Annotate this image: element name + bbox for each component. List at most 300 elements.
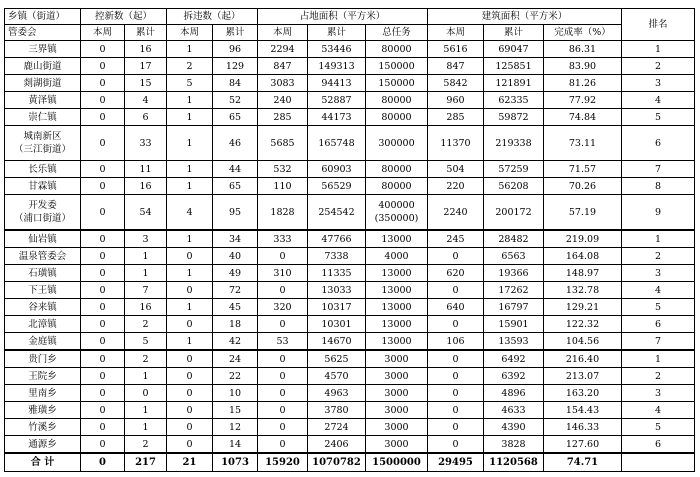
rank-cell: 9 xyxy=(622,195,695,231)
completion-rate-cell: 154.43 xyxy=(544,402,622,419)
zhandi-week-cell: 310 xyxy=(258,265,308,282)
table-row xyxy=(5,350,695,368)
town-name-sub: （三江街道） xyxy=(13,144,71,155)
zhandi-week-header: 本周 xyxy=(258,25,308,41)
chaiwei-cumulative-cell: 22 xyxy=(213,368,258,385)
rank-cell: 6 xyxy=(622,316,695,333)
table-row xyxy=(5,282,695,299)
total-task-cell: 150000 xyxy=(366,75,428,92)
total-rank xyxy=(622,453,695,472)
town-name-sub: （浦口街道） xyxy=(13,213,71,224)
jianzhu-week-cell: 245 xyxy=(428,230,484,248)
zhandi-week-cell: 5685 xyxy=(258,126,308,161)
chaiwei-week-cell: 2 xyxy=(167,58,213,75)
kongxin-cumulative-cell: 1 xyxy=(125,419,167,436)
chaiwei-header: 拆违数（起） xyxy=(167,9,258,25)
total-task-cell: 3000 xyxy=(366,436,428,454)
table-row xyxy=(5,333,695,351)
zhandi-header: 占地面积（平方米） xyxy=(258,9,428,25)
jianzhu-cumulative-cell: 15901 xyxy=(484,316,544,333)
chaiwei-week-cell: 0 xyxy=(167,402,213,419)
zhandi-cumulative-cell: 149313 xyxy=(308,58,366,75)
jianzhu-week-cell: 620 xyxy=(428,265,484,282)
rank-cell: 8 xyxy=(622,178,695,195)
header-row-1 xyxy=(5,9,695,25)
rank-cell: 4 xyxy=(622,402,695,419)
total-chaiwei-cumulative: 1073 xyxy=(213,453,258,472)
header-row-2 xyxy=(5,25,695,41)
zhandi-cumulative-cell: 3780 xyxy=(308,402,366,419)
total-task-value: 400000 xyxy=(378,200,415,211)
zhandi-cumulative-cell: 10301 xyxy=(308,316,366,333)
table-row xyxy=(5,368,695,385)
town-name-cell: 温泉管委会 xyxy=(5,248,81,265)
kongxin-week-cell: 0 xyxy=(81,436,125,454)
town-name-cell: 崇仁镇 xyxy=(5,109,81,126)
total-task: 1500000 xyxy=(366,453,428,472)
zhandi-cumulative-cell: 254542 xyxy=(308,195,366,231)
town-name-cell: 鹿山街道 xyxy=(5,58,81,75)
chaiwei-cumulative-cell: 14 xyxy=(213,436,258,454)
table-row xyxy=(5,230,695,248)
total-label: 合 计 xyxy=(5,453,81,472)
zhandi-cumulative-cell: 4963 xyxy=(308,385,366,402)
kongxin-cumulative-cell: 1 xyxy=(125,248,167,265)
chaiwei-cumulative-cell: 129 xyxy=(213,58,258,75)
town-name-cell: 通源乡 xyxy=(5,436,81,454)
chaiwei-cumulative-cell: 24 xyxy=(213,350,258,368)
table-row xyxy=(5,178,695,195)
town-name-cell: 石璜镇 xyxy=(5,265,81,282)
jianzhu-cumulative-cell: 17262 xyxy=(484,282,544,299)
kongxin-cumulative-cell: 6 xyxy=(125,109,167,126)
total-task-cell: 3000 xyxy=(366,350,428,368)
kongxin-week-cell: 0 xyxy=(81,178,125,195)
jianzhu-cumulative-cell: 4390 xyxy=(484,419,544,436)
total-jianzhu-week: 29495 xyxy=(428,453,484,472)
completion-rate-cell: 70.26 xyxy=(544,178,622,195)
kongxin-cumulative-cell: 15 xyxy=(125,75,167,92)
kongxin-week-cell: 0 xyxy=(81,265,125,282)
total-kongxin-week: 0 xyxy=(81,453,125,472)
jianzhu-cumulative-cell: 3828 xyxy=(484,436,544,454)
jianzhu-week-cell: 640 xyxy=(428,299,484,316)
zhandi-week-cell: 320 xyxy=(258,299,308,316)
total-task-cell: 13000 xyxy=(366,333,428,351)
total-task-cell: 80000 xyxy=(366,109,428,126)
zhandi-cumulative-cell: 47766 xyxy=(308,230,366,248)
chaiwei-cumulative-cell: 45 xyxy=(213,299,258,316)
kongxin-cumulative-cell: 3 xyxy=(125,230,167,248)
kongxin-week-cell: 0 xyxy=(81,282,125,299)
zhandi-cumulative-cell: 5625 xyxy=(308,350,366,368)
zhandi-week-cell: 0 xyxy=(258,350,308,368)
chaiwei-week-cell: 4 xyxy=(167,195,213,231)
zhandi-week-cell: 285 xyxy=(258,109,308,126)
rank-cell: 5 xyxy=(622,419,695,436)
rank-cell: 7 xyxy=(622,161,695,178)
chaiwei-cumulative-cell: 52 xyxy=(213,92,258,109)
town-name-cell: 王院乡 xyxy=(5,368,81,385)
jianzhu-cumulative-cell: 28482 xyxy=(484,230,544,248)
completion-rate-cell: 127.60 xyxy=(544,436,622,454)
kongxin-cumulative-cell: 2 xyxy=(125,316,167,333)
total-zhandi-week: 15920 xyxy=(258,453,308,472)
rank-cell: 4 xyxy=(622,92,695,109)
rank-cell: 3 xyxy=(622,75,695,92)
chaiwei-week-header: 本周 xyxy=(167,25,213,41)
kongxin-week-cell: 0 xyxy=(81,75,125,92)
jianzhu-week-cell: 5616 xyxy=(428,41,484,58)
jianzhu-cumulative-cell: 4633 xyxy=(484,402,544,419)
zhandi-week-cell: 0 xyxy=(258,282,308,299)
chaiwei-week-cell: 0 xyxy=(167,282,213,299)
jianzhu-week-cell: 0 xyxy=(428,248,484,265)
jianzhu-cumulative-cell: 57259 xyxy=(484,161,544,178)
chaiwei-week-cell: 5 xyxy=(167,75,213,92)
rank-cell: 6 xyxy=(622,126,695,161)
jianzhu-week-cell: 0 xyxy=(428,419,484,436)
zhandi-cumulative-cell: 14670 xyxy=(308,333,366,351)
table-row xyxy=(5,419,695,436)
town-name-cell: 雅璜乡 xyxy=(5,402,81,419)
kongxin-cumulative-cell: 11 xyxy=(125,161,167,178)
table-row xyxy=(5,126,695,161)
kongxin-cumulative-cell: 1 xyxy=(125,265,167,282)
total-task-cell: 3000 xyxy=(366,385,428,402)
chaiwei-cumulative-cell: 65 xyxy=(213,178,258,195)
completion-rate-cell: 148.97 xyxy=(544,265,622,282)
zhandi-cumulative-cell: 56529 xyxy=(308,178,366,195)
jianzhu-week-cell: 220 xyxy=(428,178,484,195)
jianzhu-week-cell: 0 xyxy=(428,350,484,368)
rank-cell: 4 xyxy=(622,282,695,299)
jianzhu-week-cell: 0 xyxy=(428,368,484,385)
total-task-cell: 80000 xyxy=(366,178,428,195)
table-row xyxy=(5,92,695,109)
total-task-cell: 80000 xyxy=(366,41,428,58)
chaiwei-cumulative-cell: 18 xyxy=(213,316,258,333)
kongxin-week-cell: 0 xyxy=(81,402,125,419)
kongxin-week-cell: 0 xyxy=(81,41,125,58)
report-wrapper xyxy=(4,8,695,472)
town-name-cell: 甘霖镇 xyxy=(5,178,81,195)
chaiwei-cumulative-cell: 84 xyxy=(213,75,258,92)
zhandi-cumulative-cell: 7338 xyxy=(308,248,366,265)
jianzhu-cumulative-cell: 6392 xyxy=(484,368,544,385)
zhandi-week-cell: 0 xyxy=(258,248,308,265)
chaiwei-week-cell: 1 xyxy=(167,126,213,161)
town-name-cell: 金庭镇 xyxy=(5,333,81,351)
zhandi-week-cell: 2294 xyxy=(258,41,308,58)
rank-cell: 2 xyxy=(622,248,695,265)
total-completion: 74.71 xyxy=(544,453,622,472)
kongxin-week-cell: 0 xyxy=(81,299,125,316)
total-task-cell: 80000 xyxy=(366,161,428,178)
completion-rate-cell: 216.40 xyxy=(544,350,622,368)
table-row xyxy=(5,195,695,231)
kongxin-cumulative-cell: 16 xyxy=(125,41,167,58)
zhandi-week-cell: 53 xyxy=(258,333,308,351)
chaiwei-week-cell: 1 xyxy=(167,41,213,58)
kongxin-cumulative-cell: 7 xyxy=(125,282,167,299)
kongxin-cumulative-header: 累计 xyxy=(125,25,167,41)
zhandi-cumulative-cell: 44173 xyxy=(308,109,366,126)
chaiwei-week-cell: 0 xyxy=(167,436,213,454)
jianzhu-cumulative-cell: 125851 xyxy=(484,58,544,75)
demolition-stats-table xyxy=(4,8,695,472)
chaiwei-cumulative-cell: 40 xyxy=(213,248,258,265)
total-task-header: 总任务 xyxy=(366,25,428,41)
kongxin-week-cell: 0 xyxy=(81,248,125,265)
completion-rate-cell: 77.92 xyxy=(544,92,622,109)
completion-rate-cell: 122.32 xyxy=(544,316,622,333)
table-row xyxy=(5,41,695,58)
total-chaiwei-week: 21 xyxy=(167,453,213,472)
chaiwei-week-cell: 0 xyxy=(167,368,213,385)
jianzhu-cumulative-cell: 19366 xyxy=(484,265,544,282)
kongxin-week-cell: 0 xyxy=(81,58,125,75)
town-name-cell: 仙岩镇 xyxy=(5,230,81,248)
jianzhu-week-cell: 0 xyxy=(428,402,484,419)
completion-rate-cell: 73.11 xyxy=(544,126,622,161)
town-name-cell: 长乐镇 xyxy=(5,161,81,178)
jianzhu-cumulative-cell: 13593 xyxy=(484,333,544,351)
town-name-cell: 竹溪乡 xyxy=(5,419,81,436)
chaiwei-cumulative-cell: 72 xyxy=(213,282,258,299)
table-row xyxy=(5,316,695,333)
jianzhu-cumulative-cell: 6563 xyxy=(484,248,544,265)
table-row xyxy=(5,75,695,92)
kongxin-week-cell: 0 xyxy=(81,419,125,436)
chaiwei-cumulative-cell: 42 xyxy=(213,333,258,351)
completion-rate-cell: 104.56 xyxy=(544,333,622,351)
town-header-line1: 乡镇（街道） xyxy=(5,9,81,25)
kongxin-cumulative-cell: 54 xyxy=(125,195,167,231)
completion-rate-cell: 163.20 xyxy=(544,385,622,402)
kongxin-week-cell: 0 xyxy=(81,385,125,402)
jianzhu-cumulative-cell: 4896 xyxy=(484,385,544,402)
total-task-cell: 13000 xyxy=(366,230,428,248)
zhandi-week-cell: 0 xyxy=(258,402,308,419)
kongxin-cumulative-cell: 1 xyxy=(125,368,167,385)
total-task-cell: 3000 xyxy=(366,419,428,436)
rank-cell: 5 xyxy=(622,299,695,316)
rank-cell: 6 xyxy=(622,436,695,454)
kongxin-week-cell: 0 xyxy=(81,195,125,231)
chaiwei-week-cell: 0 xyxy=(167,350,213,368)
zhandi-week-cell: 0 xyxy=(258,436,308,454)
chaiwei-week-cell: 1 xyxy=(167,92,213,109)
town-header-line2: 管委会 xyxy=(5,25,81,41)
table-body xyxy=(5,41,695,454)
town-name-cell: 剡湖街道 xyxy=(5,75,81,92)
kongxin-week-header: 本周 xyxy=(81,25,125,41)
chaiwei-week-cell: 1 xyxy=(167,230,213,248)
town-name-cell: 里南乡 xyxy=(5,385,81,402)
kongxin-week-cell: 0 xyxy=(81,109,125,126)
kongxin-cumulative-cell: 17 xyxy=(125,58,167,75)
rank-cell: 2 xyxy=(622,368,695,385)
rank-cell: 1 xyxy=(622,350,695,368)
zhandi-cumulative-cell: 13033 xyxy=(308,282,366,299)
town-name: 开发委 xyxy=(28,200,57,211)
zhandi-week-cell: 1828 xyxy=(258,195,308,231)
kongxin-week-cell: 0 xyxy=(81,126,125,161)
total-task-cell: 300000 xyxy=(366,126,428,161)
zhandi-week-cell: 333 xyxy=(258,230,308,248)
jianzhu-week-cell: 0 xyxy=(428,436,484,454)
zhandi-cumulative-cell: 94413 xyxy=(308,75,366,92)
jianzhu-week-cell: 285 xyxy=(428,109,484,126)
total-task-cell: 4000 xyxy=(366,248,428,265)
total-task-adjusted: (350000) xyxy=(374,213,419,224)
completion-rate-cell: 129.21 xyxy=(544,299,622,316)
chaiwei-week-cell: 1 xyxy=(167,265,213,282)
kongxin-week-cell: 0 xyxy=(81,230,125,248)
town-name-cell: 贵门乡 xyxy=(5,350,81,368)
chaiwei-week-cell: 0 xyxy=(167,385,213,402)
zhandi-cumulative-cell: 10317 xyxy=(308,299,366,316)
kongxin-cumulative-cell: 0 xyxy=(125,385,167,402)
jianzhu-week-cell: 11370 xyxy=(428,126,484,161)
zhandi-cumulative-header: 累计 xyxy=(308,25,366,41)
jianzhu-week-cell: 504 xyxy=(428,161,484,178)
table-row xyxy=(5,58,695,75)
town-name-cell xyxy=(5,195,81,231)
total-kongxin-cumulative: 217 xyxy=(125,453,167,472)
kongxin-week-cell: 0 xyxy=(81,316,125,333)
kongxin-cumulative-cell: 2 xyxy=(125,436,167,454)
rank-cell: 1 xyxy=(622,41,695,58)
total-task-cell: 150000 xyxy=(366,58,428,75)
chaiwei-week-cell: 0 xyxy=(167,419,213,436)
jianzhu-header: 建筑面积（平方米） xyxy=(428,9,622,25)
total-task-cell: 3000 xyxy=(366,368,428,385)
jianzhu-cumulative-cell: 59872 xyxy=(484,109,544,126)
zhandi-cumulative-cell: 165748 xyxy=(308,126,366,161)
total-row xyxy=(5,453,695,472)
rank-cell: 3 xyxy=(622,385,695,402)
total-task-cell: 13000 xyxy=(366,282,428,299)
zhandi-week-cell: 0 xyxy=(258,419,308,436)
jianzhu-week-cell: 0 xyxy=(428,316,484,333)
completion-rate-cell: 219.09 xyxy=(544,230,622,248)
jianzhu-week-cell: 5842 xyxy=(428,75,484,92)
chaiwei-week-cell: 1 xyxy=(167,109,213,126)
jianzhu-week-cell: 960 xyxy=(428,92,484,109)
zhandi-cumulative-cell: 4570 xyxy=(308,368,366,385)
jianzhu-cumulative-cell: 219338 xyxy=(484,126,544,161)
chaiwei-week-cell: 0 xyxy=(167,248,213,265)
total-task-cell: 3000 xyxy=(366,402,428,419)
jianzhu-week-cell: 2240 xyxy=(428,195,484,231)
chaiwei-cumulative-cell: 95 xyxy=(213,195,258,231)
kongxin-week-cell: 0 xyxy=(81,92,125,109)
jianzhu-cumulative-cell: 56208 xyxy=(484,178,544,195)
zhandi-week-cell: 110 xyxy=(258,178,308,195)
town-name-cell: 下王镇 xyxy=(5,282,81,299)
completion-rate-cell: 164.08 xyxy=(544,248,622,265)
kongxin-week-cell: 0 xyxy=(81,350,125,368)
completion-rate-cell: 83.90 xyxy=(544,58,622,75)
town-name-cell: 北漳镇 xyxy=(5,316,81,333)
chaiwei-cumulative-cell: 12 xyxy=(213,419,258,436)
chaiwei-week-cell: 1 xyxy=(167,178,213,195)
kongxin-cumulative-cell: 33 xyxy=(125,126,167,161)
chaiwei-cumulative-cell: 44 xyxy=(213,161,258,178)
chaiwei-week-cell: 1 xyxy=(167,299,213,316)
completion-header: 完成率（%） xyxy=(544,25,622,41)
jianzhu-cumulative-cell: 121891 xyxy=(484,75,544,92)
table-row xyxy=(5,248,695,265)
total-task-cell xyxy=(366,195,428,231)
kongxin-cumulative-cell: 2 xyxy=(125,350,167,368)
kongxin-week-cell: 0 xyxy=(81,161,125,178)
chaiwei-cumulative-cell: 46 xyxy=(213,126,258,161)
completion-rate-cell: 71.57 xyxy=(544,161,622,178)
jianzhu-week-cell: 0 xyxy=(428,282,484,299)
kongxin-cumulative-cell: 1 xyxy=(125,402,167,419)
zhandi-cumulative-cell: 11335 xyxy=(308,265,366,282)
table-row xyxy=(5,402,695,419)
town-name-cell: 谷来镇 xyxy=(5,299,81,316)
rank-cell: 7 xyxy=(622,333,695,351)
rank-cell: 5 xyxy=(622,109,695,126)
total-task-cell: 13000 xyxy=(366,265,428,282)
completion-rate-cell: 57.19 xyxy=(544,195,622,231)
rank-cell: 2 xyxy=(622,58,695,75)
total-task-cell: 80000 xyxy=(366,92,428,109)
chaiwei-cumulative-cell: 65 xyxy=(213,109,258,126)
completion-rate-cell: 81.26 xyxy=(544,75,622,92)
town-name-cell: 黄泽镇 xyxy=(5,92,81,109)
jianzhu-cumulative-header: 累计 xyxy=(484,25,544,41)
completion-rate-cell: 86.31 xyxy=(544,41,622,58)
total-jianzhu-cumulative: 1120568 xyxy=(484,453,544,472)
kongxin-cumulative-cell: 4 xyxy=(125,92,167,109)
zhandi-week-cell: 0 xyxy=(258,316,308,333)
total-zhandi-cumulative: 1070782 xyxy=(308,453,366,472)
jianzhu-cumulative-cell: 200172 xyxy=(484,195,544,231)
chaiwei-cumulative-header: 累计 xyxy=(213,25,258,41)
completion-rate-cell: 146.33 xyxy=(544,419,622,436)
kongxin-week-cell: 0 xyxy=(81,368,125,385)
table-row xyxy=(5,161,695,178)
town-name: 城南新区 xyxy=(23,131,62,142)
zhandi-week-cell: 0 xyxy=(258,368,308,385)
kongxin-cumulative-cell: 16 xyxy=(125,299,167,316)
jianzhu-week-header: 本周 xyxy=(428,25,484,41)
rank-header: 排名 xyxy=(622,9,695,41)
kongxin-week-cell: 0 xyxy=(81,333,125,351)
zhandi-week-cell: 3083 xyxy=(258,75,308,92)
rank-cell: 3 xyxy=(622,265,695,282)
chaiwei-week-cell: 1 xyxy=(167,333,213,351)
jianzhu-cumulative-cell: 6492 xyxy=(484,350,544,368)
zhandi-cumulative-cell: 52887 xyxy=(308,92,366,109)
total-task-cell: 13000 xyxy=(366,299,428,316)
jianzhu-week-cell: 847 xyxy=(428,58,484,75)
jianzhu-week-cell: 0 xyxy=(428,385,484,402)
zhandi-week-cell: 532 xyxy=(258,161,308,178)
completion-rate-cell: 74.84 xyxy=(544,109,622,126)
chaiwei-cumulative-cell: 49 xyxy=(213,265,258,282)
jianzhu-cumulative-cell: 16797 xyxy=(484,299,544,316)
completion-rate-cell: 213.07 xyxy=(544,368,622,385)
kongxin-cumulative-cell: 16 xyxy=(125,178,167,195)
town-name-cell xyxy=(5,126,81,161)
